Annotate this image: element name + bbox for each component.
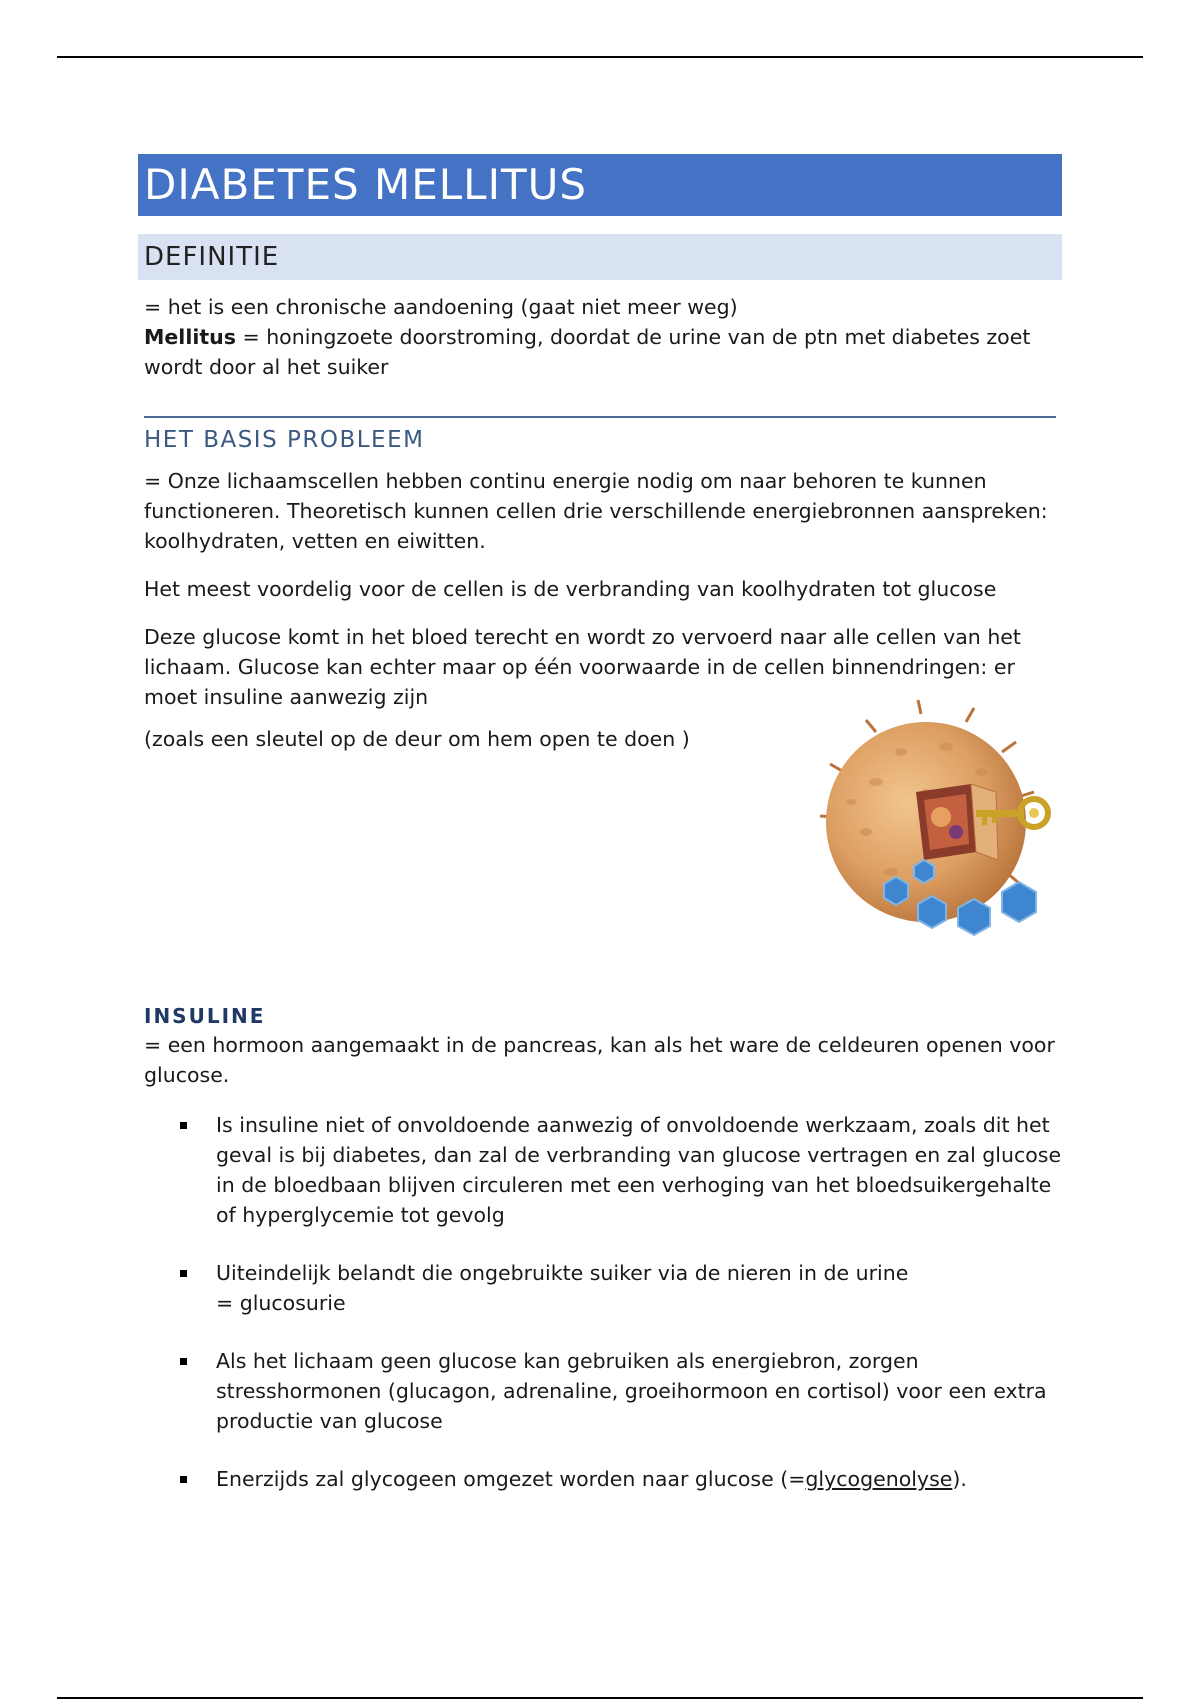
list-item-text: Enerzijds zal glycogeen omgezet worden naar glucose (= [216,1467,806,1491]
glycogenolyse-term: glycogenolyse [805,1467,953,1491]
header-rule [57,56,1143,58]
basis-paragraph-2: Het meest voordelig voor de cellen is de verbranding van koolhydraten tot glucose [144,577,997,601]
list-item-text: = glucosurie [216,1291,346,1315]
list-item [216,1110,1062,1230]
page-title: DIABETES MELLITUS [138,154,1062,216]
section-heading-definitie: DEFINITIE [138,234,1062,280]
bullet-marker [180,1122,187,1129]
section-rule [144,416,1056,418]
definition-line: = het is een chronische aandoening (gaat niet meer weg) [144,295,738,319]
cell-organelle [931,807,951,827]
list-item-text: Uiteindelijk belandt die ongebruikte suiker via de nieren in de urine [216,1261,909,1285]
list-item-text: Als het lichaam geen glucose kan gebruiken als energiebron, zorgen stresshormonen (glucagon, adrenaline, groeihormoon en cortisol) voor een extra productie van glucose [216,1349,1047,1433]
cell-with-key-illustration [806,692,1056,948]
basis-paragraph-4: (zoals een sleutel op de deur om hem open te doen ) [144,727,690,751]
mellitus-definition: = honingzoete doorstroming, doordat de urine van de ptn met diabetes zoet wordt door al het suiker [144,325,1031,379]
cell-organelle [949,825,963,839]
section-heading-insuline: INSULINE [144,1004,266,1028]
list-item [216,1346,1062,1436]
list-item [216,1258,1062,1318]
footer-rule [57,1697,1143,1699]
bullet-marker [180,1476,187,1483]
basis-paragraph-1: = Onze lichaamscellen hebben continu energie nodig om naar behoren te kunnen functioneren. Theoretisch kunnen cellen drie verschillende energiebronnen aanspreken: koolhydraten, vetten en eiwitten. [144,469,1048,553]
bullet-marker [180,1270,187,1277]
section-heading-basis: HET BASIS PROBLEEM [144,427,425,453]
insuline-bullet-list [138,1110,1062,1494]
document-body [138,154,1062,1522]
list-item-text: ). [952,1467,967,1491]
bullet-marker [180,1358,187,1365]
basis-paragraph-3: Deze glucose komt in het bloed terecht en wordt zo vervoerd naar alle cellen van het lichaam. Glucose kan echter maar op één voorwaarde in de cellen binnendringen: er moet insuline aanwezig zijn [144,625,1021,709]
definition-text [138,292,1062,382]
mellitus-term: Mellitus [144,325,236,349]
list-item [216,1464,1062,1494]
list-item-text: Is insuline niet of onvoldoende aanwezig of onvoldoende werkzaam, zoals dit het geval is bij diabetes, dan zal de verbranding van glucose vertragen en zal glucose in de bloedbaan blijven circuleren met een verhoging van het bloedsuikergehalte of hyperglycemie tot gevolg [216,1113,1062,1227]
key-analogy-row [138,724,1062,980]
insuline-intro: = een hormoon aangemaakt in de pancreas, kan als het ware de celdeuren openen voor glucose. [144,1033,1055,1087]
